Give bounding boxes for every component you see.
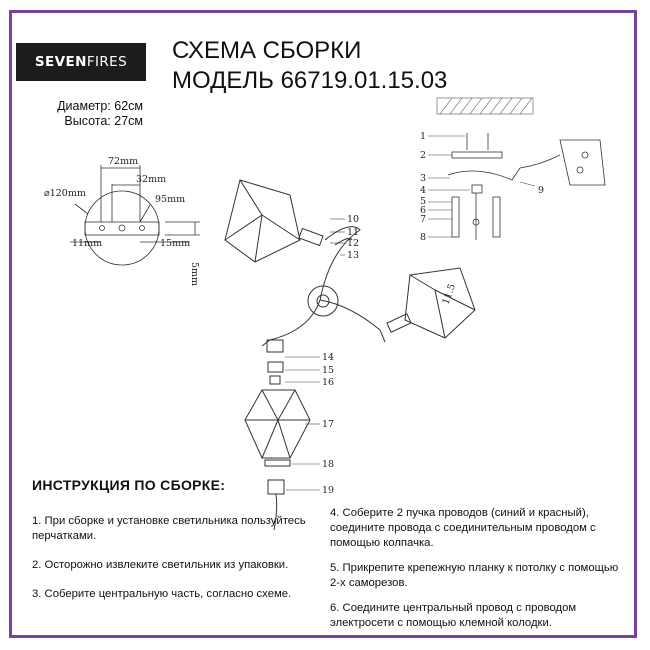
height-text: Высота: 27см [64, 114, 143, 128]
diameter-text: Диаметр: 62см [57, 99, 143, 113]
ceiling-mount [448, 133, 605, 240]
part-15: 15 [322, 365, 335, 376]
dim-120: ⌀120mm [44, 188, 86, 199]
part-10: 10 [347, 214, 360, 225]
instruction-3: 3. Соберите центральную часть, согласно схеме. [32, 588, 292, 600]
part-5: 5 [420, 196, 427, 207]
title-line1: СХЕМА СБОРКИ [172, 37, 362, 64]
part-18: 18 [322, 459, 335, 470]
part-4: 4 [420, 185, 427, 196]
part-12: 12 [347, 238, 360, 249]
instruction-1: 1. При сборке и установке светильника пользуйтесь перчатками. [32, 515, 306, 542]
part-13: 13 [347, 250, 360, 261]
part-17: 17 [322, 419, 335, 430]
dim-32: 32mm [136, 174, 167, 185]
dim-115: 11.5 [440, 282, 459, 307]
part-6: 6 [420, 205, 427, 216]
brand-part1: SEVEN [34, 54, 87, 70]
part-11: 11 [347, 227, 360, 238]
dim-95: 95mm [155, 194, 186, 205]
part-14: 14 [322, 352, 335, 363]
dim-72: 72mm [108, 156, 139, 167]
title-line2: МОДЕЛЬ 66719.01.15.03 [172, 67, 448, 94]
part-9: 9 [538, 185, 545, 196]
brand-part2: FIRES [86, 54, 128, 70]
part-8: 8 [420, 232, 427, 243]
dim-11: 11mm [72, 238, 103, 249]
dim-5: 5mm [189, 262, 200, 287]
part-16: 16 [322, 377, 335, 388]
instruction-6: 6. Соедините центральный провод с проводом электросети с помощью клемной колодки. [330, 602, 577, 629]
instructions-right [330, 506, 630, 645]
part-3: 3 [420, 173, 427, 184]
ceiling-hatch [437, 98, 533, 114]
part-19: 19 [322, 485, 335, 496]
mounting-plate-drawing [70, 165, 200, 265]
part-2: 2 [420, 150, 427, 161]
dim-15: 15mm [160, 238, 191, 249]
instructions-heading: ИНСТРУКЦИЯ ПО СБОРКЕ: [32, 477, 226, 493]
part-leaders [428, 136, 535, 237]
instruction-4: 4. Соберите 2 пучка проводов (синий и красный), соедините провода с соединительным проводом с помощью колпачка. [330, 507, 596, 549]
part-1: 1 [420, 131, 427, 142]
instructions-left [32, 514, 322, 616]
instruction-5: 5. Прикрепите крепежную планку к потолку с помощью 2-х саморезов. [330, 562, 619, 589]
part-7: 7 [420, 214, 427, 225]
instruction-2: 2. Осторожно извлеките светильник из упаковки. [32, 559, 289, 571]
